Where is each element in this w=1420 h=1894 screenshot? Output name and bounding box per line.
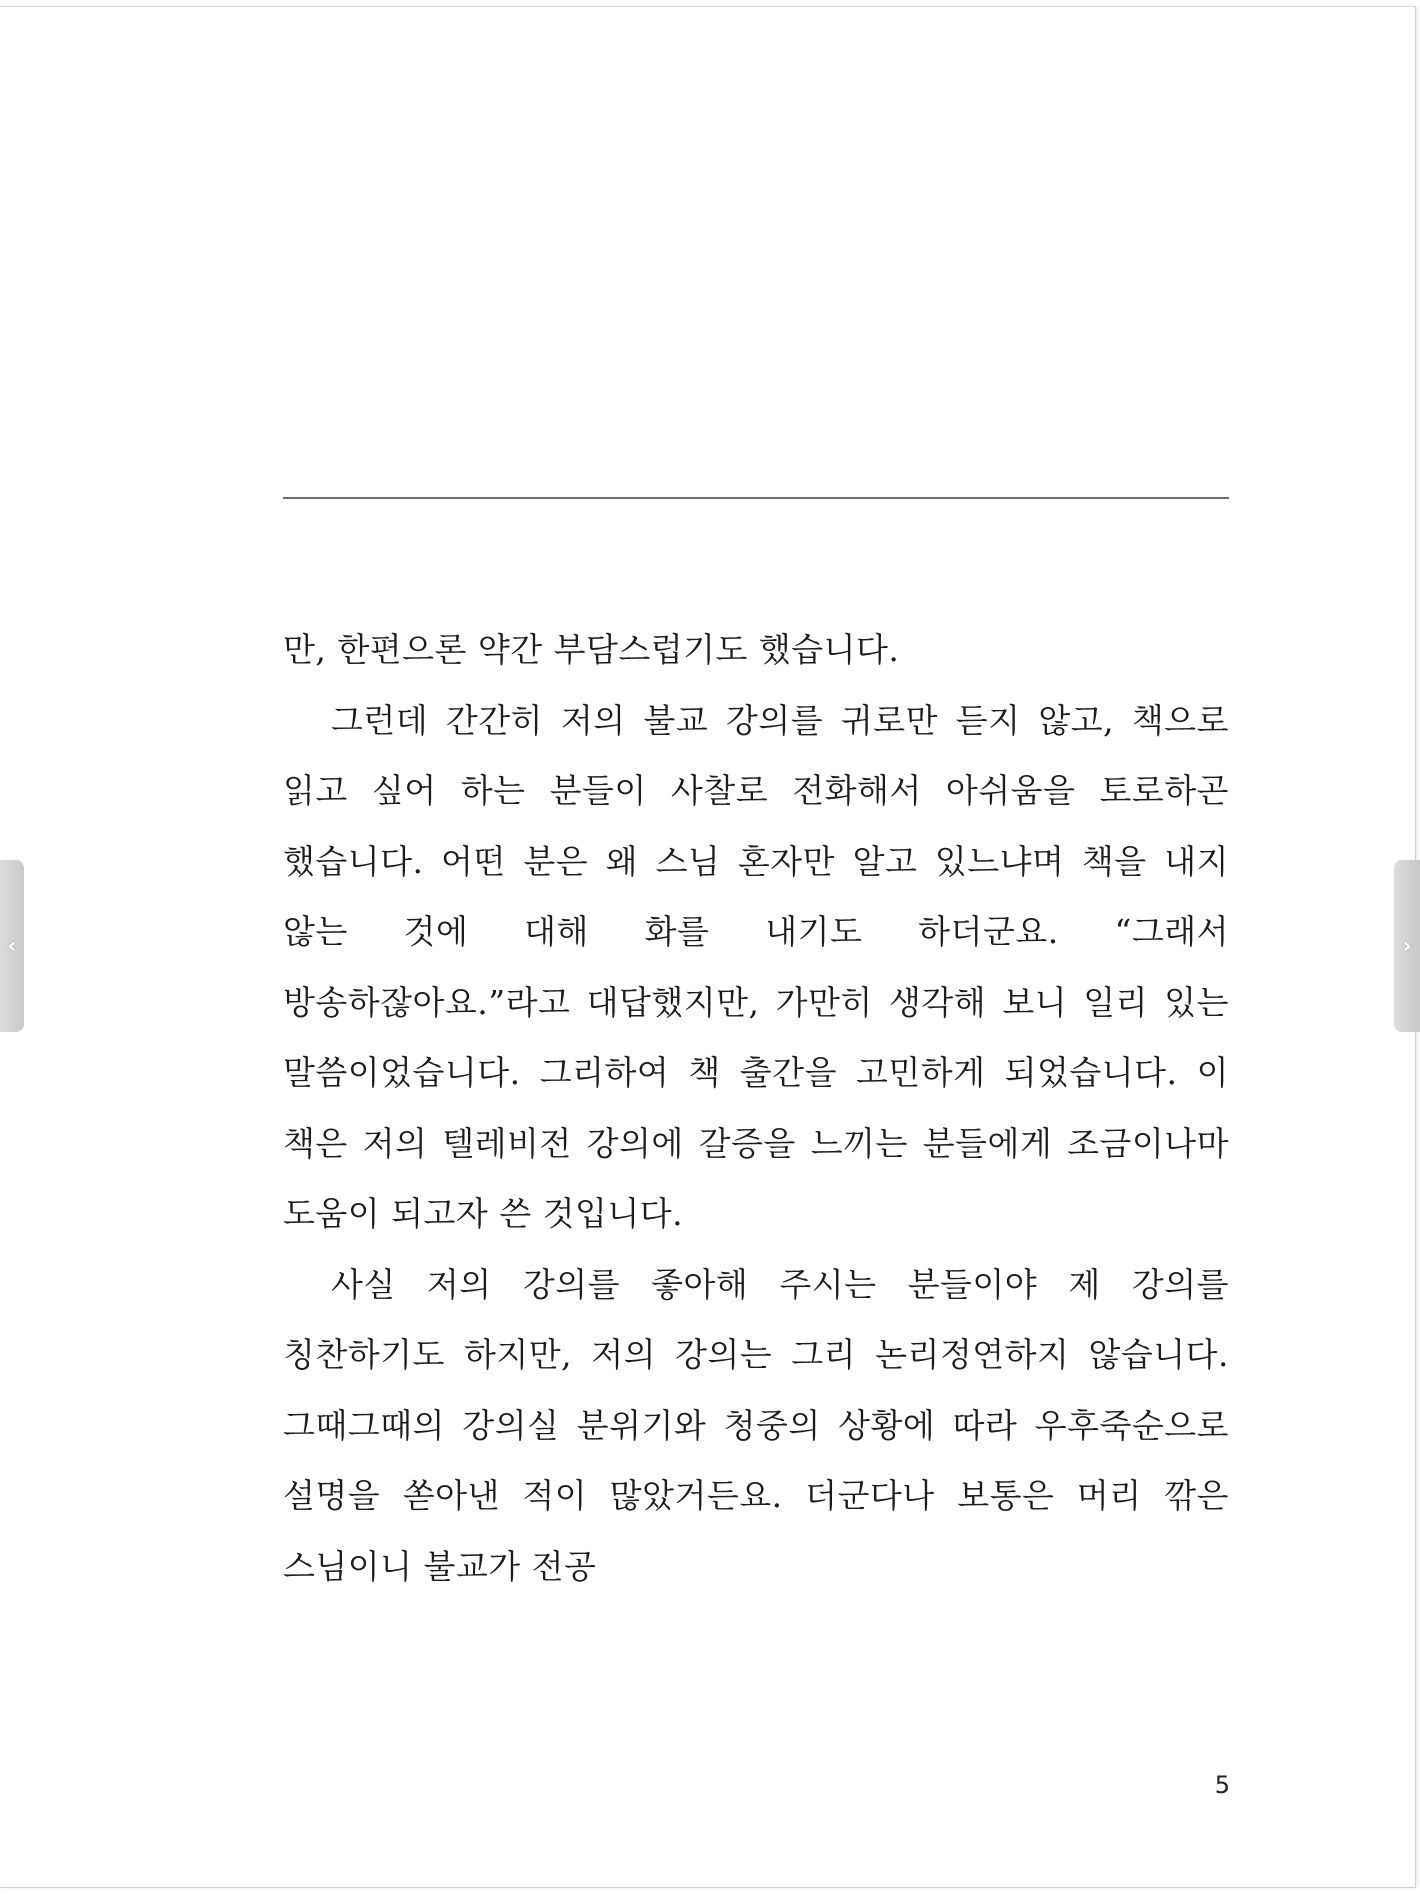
- chevron-left-icon: ‹: [7, 933, 17, 959]
- paragraph: 사실 저의 강의를 좋아해 주시는 분들이야 제 강의를 칭찬하기도 하지만, 저의 강의는 그리 논리정연하지 않습니다. 그때그때의 강의실 분위기와 청중의 상황에 따라 우후죽순으로 설명을 쏟아낸 적이 많았거든요. 더군다나 보통은 머리 깎은 스님이니 불교가 전공: [283, 1264, 1229, 1586]
- chevron-right-icon: ›: [1402, 933, 1412, 959]
- previous-page-button[interactable]: [0, 860, 24, 1032]
- page-body-text: [283, 615, 1229, 1602]
- next-page-button[interactable]: [1394, 860, 1420, 1032]
- page-number: 5: [1214, 1771, 1230, 1799]
- header-rule: [283, 497, 1229, 499]
- paragraph: 그런데 간간히 저의 불교 강의를 귀로만 듣지 않고, 책으로 읽고 싶어 하는 분들이 사찰로 전화해서 아쉬움을 토로하곤 했습니다. 어떤 분은 왜 스님 혼자만 알고 있느냐며 책을 내지 않는 것에 대해 화를 내기도 하더군요. “그래서 방송하잖아요.”라고 대답했지만, 가만히 생각해 보니 일리 있는 말씀이었습니다. 그리하여 책 출간을 고민하게 되었습니다. 이 책은 저의 텔레비전 강의에 갈증을 느끼는 분들에게 조금이나마 도움이 되고자 쓴 것입니다.: [283, 700, 1229, 1233]
- paragraph-continuation: 만, 한편으론 약간 부담스럽기도 했습니다.: [283, 630, 900, 669]
- document-page: [0, 6, 1416, 1888]
